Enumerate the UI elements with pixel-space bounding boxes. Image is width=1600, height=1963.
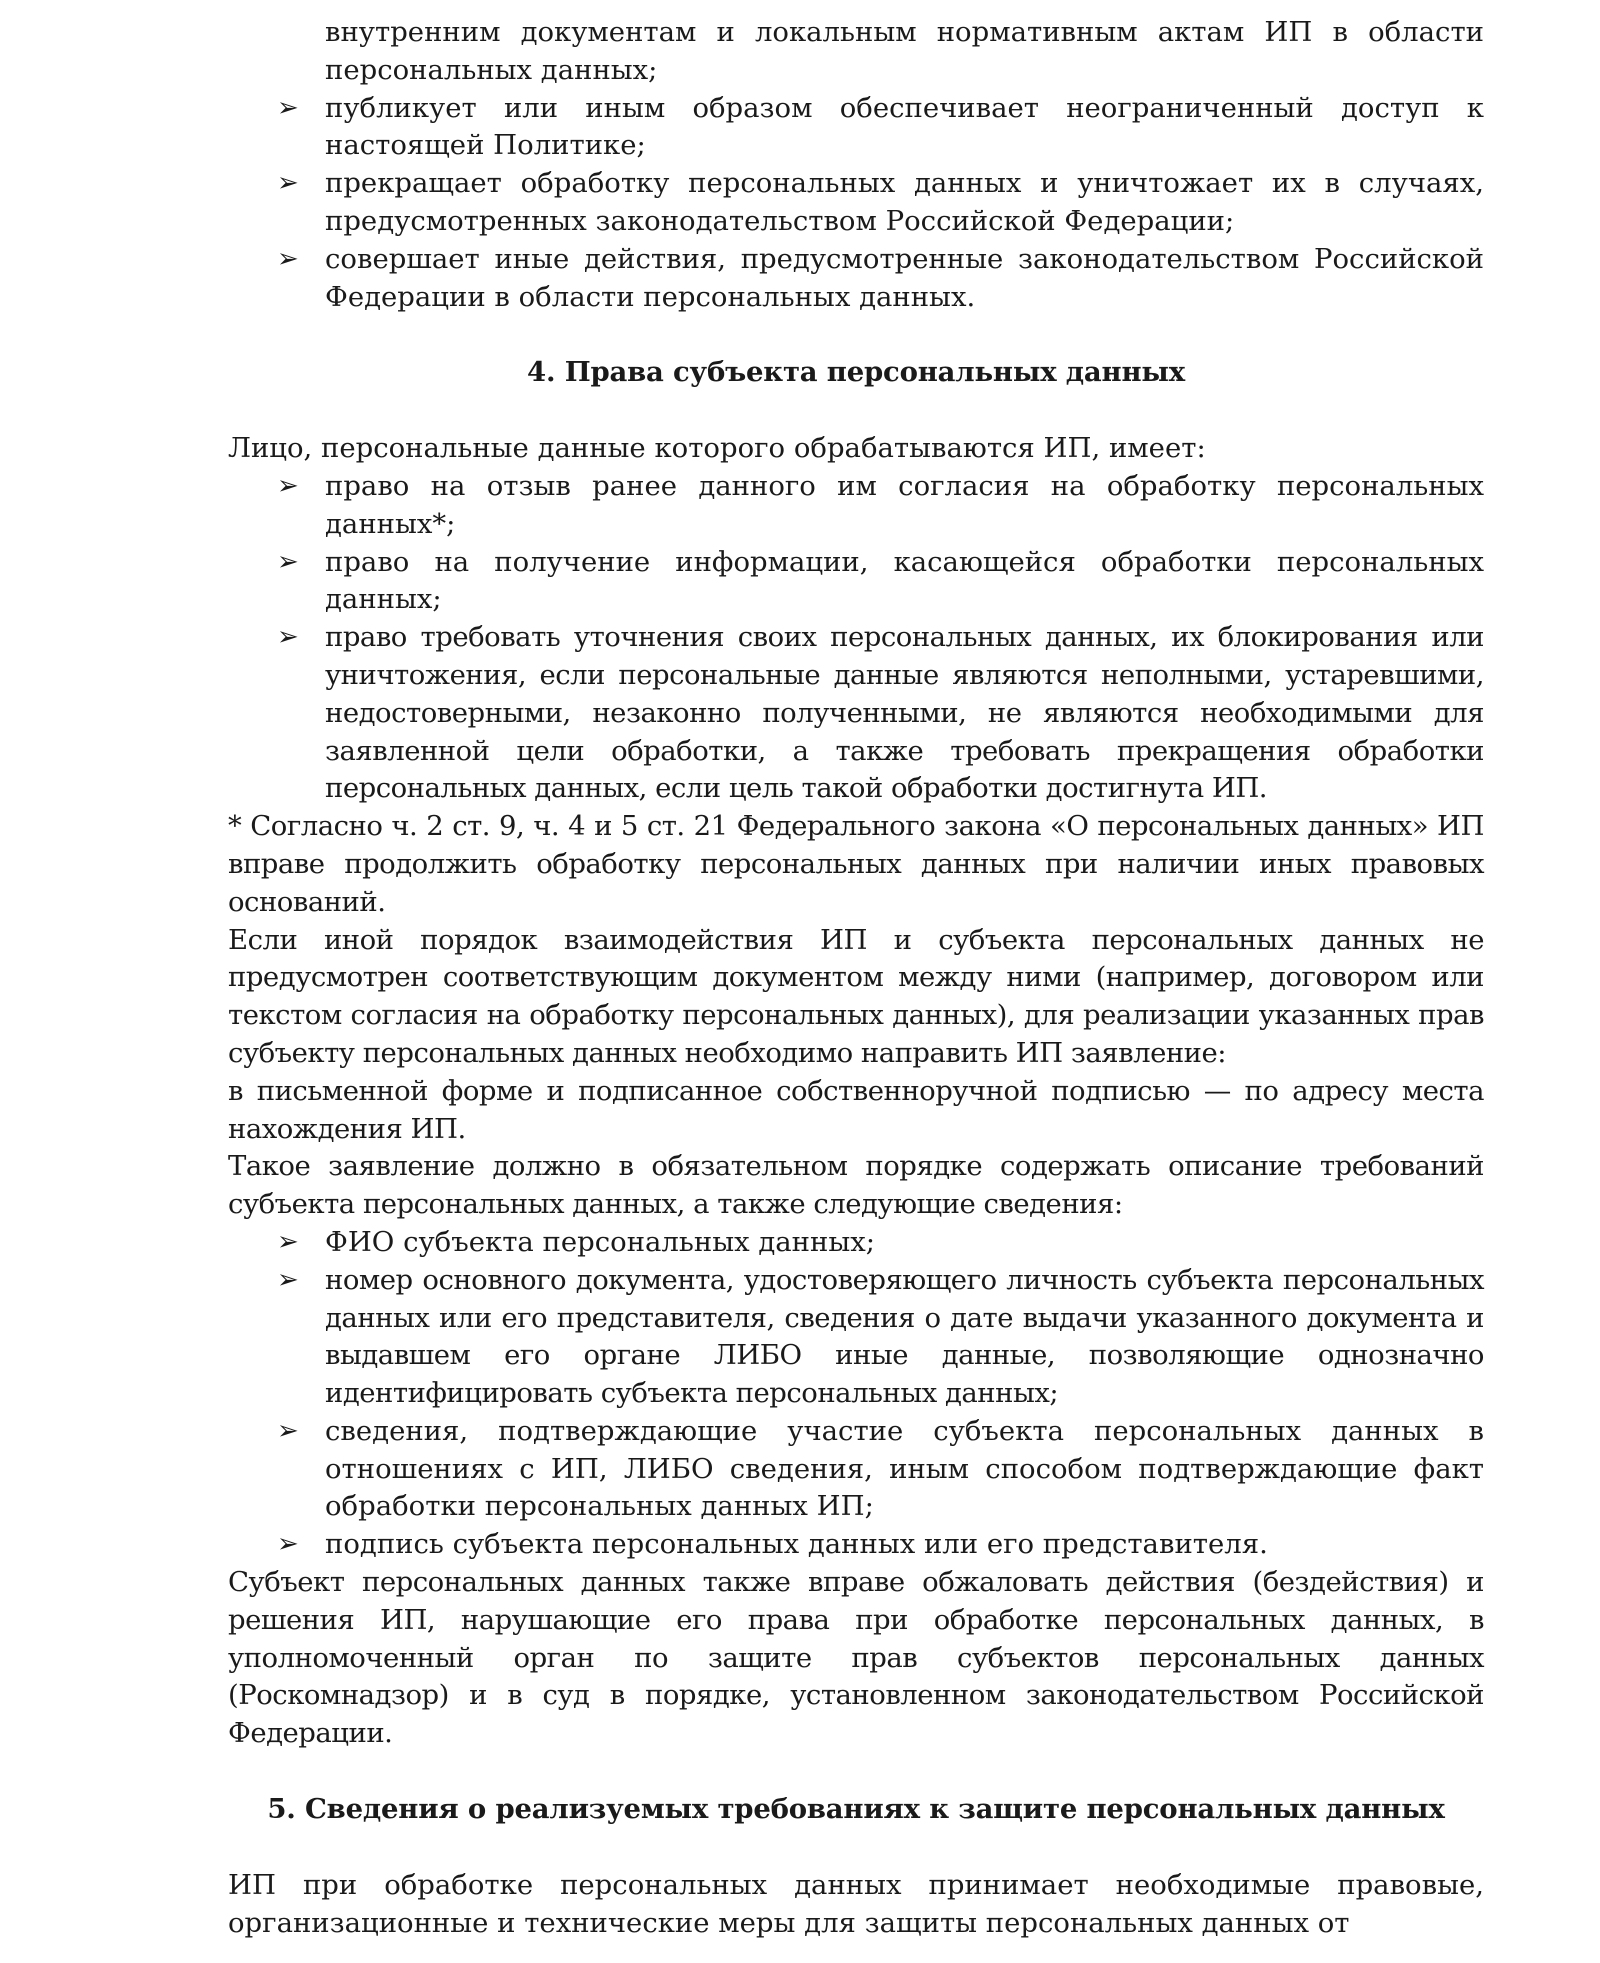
rights-list <box>228 468 1484 808</box>
list-item <box>277 90 1484 166</box>
list-item <box>277 1262 1484 1413</box>
list-item-text: сведения, подтверждающие участие субъекта персональных данных в отношениях с ИП, ЛИБО сведения, иным способом подтверждающие факт обработки персональных данных ИП; <box>325 1414 1484 1523</box>
list-item <box>277 619 1484 808</box>
arrow-bullet-icon: ➢ <box>277 243 299 274</box>
arrow-bullet-icon: ➢ <box>277 1264 299 1295</box>
arrow-bullet-icon: ➢ <box>277 1415 299 1446</box>
section-4-lead: Лицо, персональные данные которого обрабатываются ИП, имеет: <box>228 432 1206 465</box>
paragraph: Такое заявление должно в обязательном порядке содержать описание требований субъекта персональных данных, а также следующие сведения: <box>228 1150 1484 1221</box>
paragraph: Если иной порядок взаимодействия ИП и субъекта персональных данных не предусмотрен соответствующим документом между ними (например, договором или текстом согласия на обработку персональных данных), для реализации указанных прав субъекту персональных данных необходимо направить ИП заявление: <box>228 923 1484 1069</box>
requirements-list <box>228 1224 1484 1564</box>
paragraph: в письменной форме и подписанное собственноручной подписью — по адресу места нахождения ИП. <box>228 1074 1484 1145</box>
intro-list <box>228 90 1484 317</box>
section-4-title: 4. Права субъекта персональных данных <box>527 356 1185 389</box>
list-item <box>277 1413 1484 1526</box>
list-item-text: право на отзыв ранее данного им согласия на обработку персональных данных*; <box>325 469 1484 540</box>
footnote: * Согласно ч. 2 ст. 9, ч. 4 и 5 ст. 21 Федерального закона «О персональных данных» ИП вправе продолжить обработку персональных данных при наличии иных правовых оснований. <box>228 810 1484 918</box>
list-item <box>277 241 1484 317</box>
arrow-bullet-icon: ➢ <box>277 168 299 199</box>
intro-continuation: внутренним документам и локальным нормативным актам ИП в области персональных данных; <box>325 16 1484 86</box>
list-item <box>277 468 1484 544</box>
arrow-bullet-icon: ➢ <box>277 1529 299 1560</box>
arrow-bullet-icon: ➢ <box>277 546 299 577</box>
arrow-bullet-icon: ➢ <box>277 622 299 653</box>
list-item <box>277 544 1484 620</box>
arrow-bullet-icon: ➢ <box>277 1226 299 1257</box>
list-item-text: номер основного документа, удостоверяющего личность субъекта персональных данных или его представителя, сведения о дате выдачи указанного документа и выдавшем его органе ЛИБО иные данные, позволяющие однозначно идентифицировать субъекта персональных данных; <box>325 1263 1484 1410</box>
section-5-title: 5. Сведения о реализуемых требованиях к защите персональных данных <box>267 1793 1445 1826</box>
list-item-text: совершает иные действия, предусмотренные законодательством Российской Федерации в области персональных данных. <box>325 242 1484 313</box>
list-item <box>277 165 1484 241</box>
paragraph: Субъект персональных данных также вправе обжаловать действия (бездействия) и решения ИП, нарушающие его права при обработке персональных данных, в уполномоченный орган по защите прав субъектов персональных данных (Роскомнадзор) и в суд в порядке, установленном законодательством Российской Федерации. <box>228 1566 1484 1750</box>
list-item-text: право требовать уточнения своих персональных данных, их блокирования или уничтожения, если персональные данные являются неполными, устаревшими, недостоверными, незаконно полученными, не являются необходимыми для заявленной цели обработки, а также требовать прекращения обработки персональных данных, если цель такой обработки достигнута ИП. <box>325 621 1484 805</box>
list-item-text: ФИО субъекта персональных данных; <box>325 1225 875 1258</box>
list-item <box>277 1224 1484 1262</box>
list-item-text: публикует или иным образом обеспечивает неограниченный доступ к настоящей Политике; <box>325 91 1484 162</box>
list-item <box>277 1526 1484 1564</box>
document-page <box>228 14 1484 1942</box>
list-item-text: прекращает обработку персональных данных и уничтожает их в случаях, предусмотренных законодательством Российской Федерации; <box>325 167 1484 237</box>
arrow-bullet-icon: ➢ <box>277 92 299 123</box>
arrow-bullet-icon: ➢ <box>277 470 299 501</box>
list-item-text: право на получение информации, касающейся обработки персональных данных; <box>325 545 1484 616</box>
list-item-text: подпись субъекта персональных данных или его представителя. <box>325 1528 1268 1561</box>
paragraph: ИП при обработке персональных данных принимает необходимые правовые, организационные и технические меры для защиты персональных данных от <box>228 1868 1484 1939</box>
